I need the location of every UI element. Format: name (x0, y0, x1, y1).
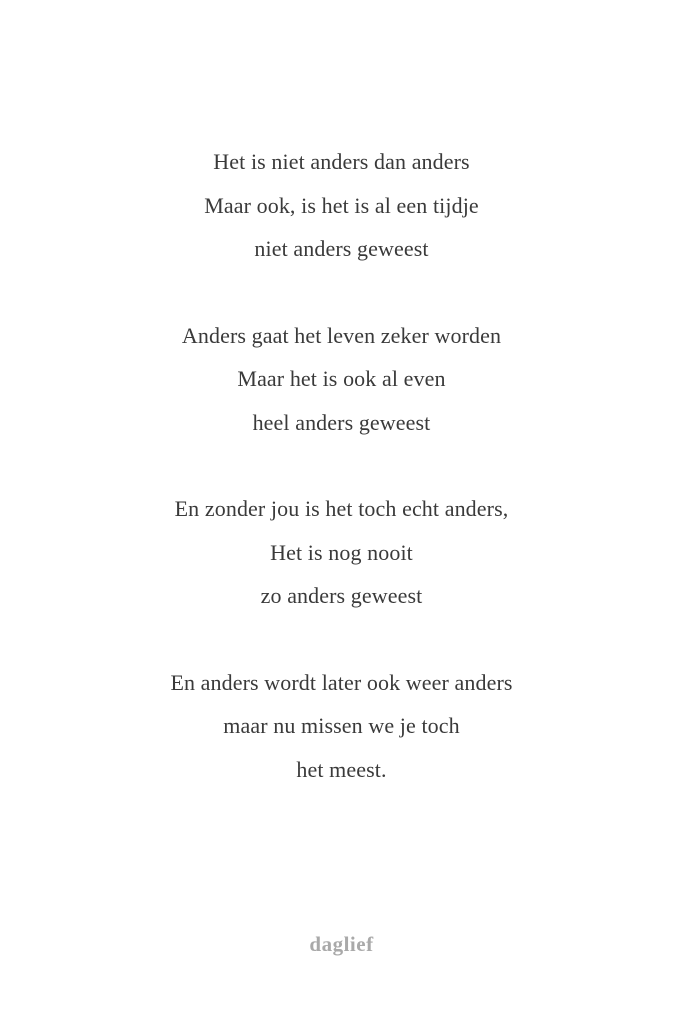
poem-line: En anders wordt later ook weer anders (170, 669, 513, 695)
stanza-4 (0, 661, 683, 792)
poem-line: Het is niet anders dan anders (213, 149, 470, 174)
stanza-3 (0, 487, 683, 618)
poem-line: het meest. (296, 756, 387, 782)
poem-line: heel anders geweest (252, 409, 431, 435)
poem-line: Anders gaat het leven zeker worden (181, 322, 502, 348)
poem (0, 140, 683, 834)
brand-logo: daglief (309, 932, 374, 956)
poem-line: Maar het is ook al even (237, 366, 446, 391)
stanza-2 (0, 314, 683, 445)
stanza-1 (0, 140, 683, 271)
poem-line: Het is nog nooit (270, 539, 413, 565)
poem-line: zo anders geweest (260, 583, 423, 608)
poem-line: niet anders geweest (254, 236, 429, 261)
poem-line: En zonder jou is het toch echt anders, (174, 496, 509, 521)
poem-line: Maar ook, is het is al een tijdje (204, 192, 479, 218)
poem-line: maar nu missen we je toch (223, 713, 460, 738)
